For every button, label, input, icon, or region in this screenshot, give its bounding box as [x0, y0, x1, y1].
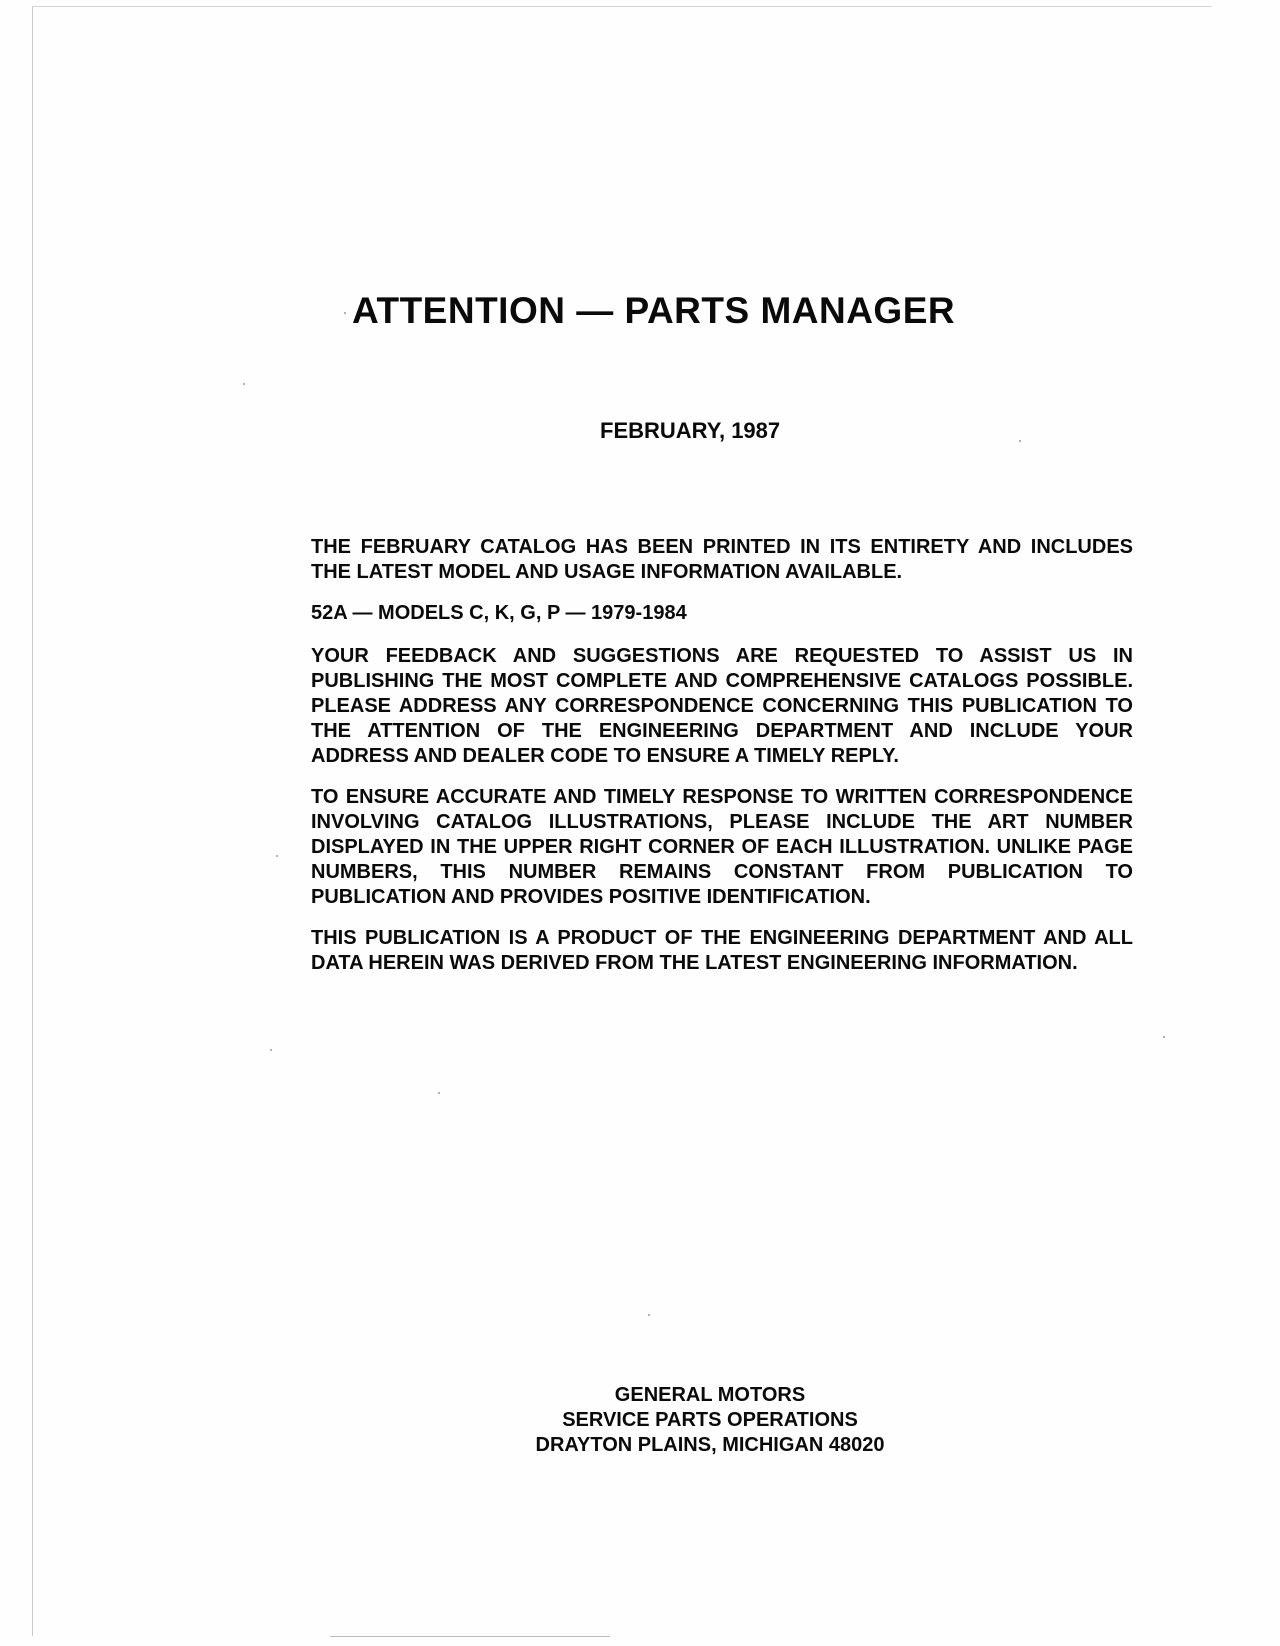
scan-speck — [438, 1092, 440, 1094]
scan-speck — [648, 1314, 650, 1316]
publisher-division: SERVICE PARTS OPERATIONS — [562, 1409, 858, 1431]
scan-edge-top — [32, 6, 1212, 7]
scan-speck — [276, 855, 278, 857]
catalog-printed-paragraph: THE FEBRUARY CATALOG HAS BEEN PRINTED IN ITS ENTIRETY AND INCLUDES THE LATEST MODEL AND USAGE INFORMATION AVAILABLE. — [311, 536, 1133, 583]
scan-speck — [1163, 1036, 1165, 1038]
notice-body — [311, 535, 1133, 992]
scan-speck — [243, 383, 245, 385]
publisher-name: GENERAL MOTORS — [614, 1384, 806, 1406]
engineering-paragraph: THIS PUBLICATION IS A PRODUCT OF THE ENGINEERING DEPARTMENT AND ALL DATA HEREIN WAS DERIVED FROM THE LATEST ENGINEERING INFORMATION. — [311, 927, 1133, 974]
scan-edge-bottom — [330, 1636, 610, 1637]
publisher-address — [440, 1383, 980, 1458]
page-title: ATTENTION — PARTS MANAGER — [352, 290, 956, 331]
models-line: 52A — MODELS C, K, G, P — 1979-1984 — [311, 602, 687, 624]
art-number-paragraph: TO ENSURE ACCURATE AND TIMELY RESPONSE TO WRITTEN CORRESPONDENCE INVOLVING CATALOG ILLUSTRATIONS, PLEASE INCLUDE THE ART NUMBER DISPLAYED IN THE UPPER RIGHT CORNER OF EACH ILLUSTRATION. UNLIKE PAGE NUMBERS, THIS NUMBER REMAINS CONSTANT FROM PUBLICATION TO PUBLICATION AND PROVIDES POSITIVE IDENTIFICATION. — [311, 786, 1133, 908]
scan-speck — [1019, 440, 1021, 442]
notice-date: FEBRUARY, 1987 — [600, 418, 781, 443]
publisher-location: DRAYTON PLAINS, MICHIGAN 48020 — [535, 1434, 885, 1456]
scan-speck — [344, 312, 346, 314]
scan-edge-left — [32, 6, 33, 1636]
feedback-paragraph: YOUR FEEDBACK AND SUGGESTIONS ARE REQUESTED TO ASSIST US IN PUBLISHING THE MOST COMPLETE AND COMPREHENSIVE CATALOGS POSSIBLE. PLEASE ADDRESS ANY CORRESPONDENCE CONCERNING THIS PUBLICATION TO THE ATTENTION OF THE ENGINEERING DEPARTMENT AND INCLUDE YOUR ADDRESS AND DEALER CODE TO ENSURE A TIMELY REPLY. — [311, 645, 1133, 767]
scan-speck — [270, 1049, 272, 1051]
